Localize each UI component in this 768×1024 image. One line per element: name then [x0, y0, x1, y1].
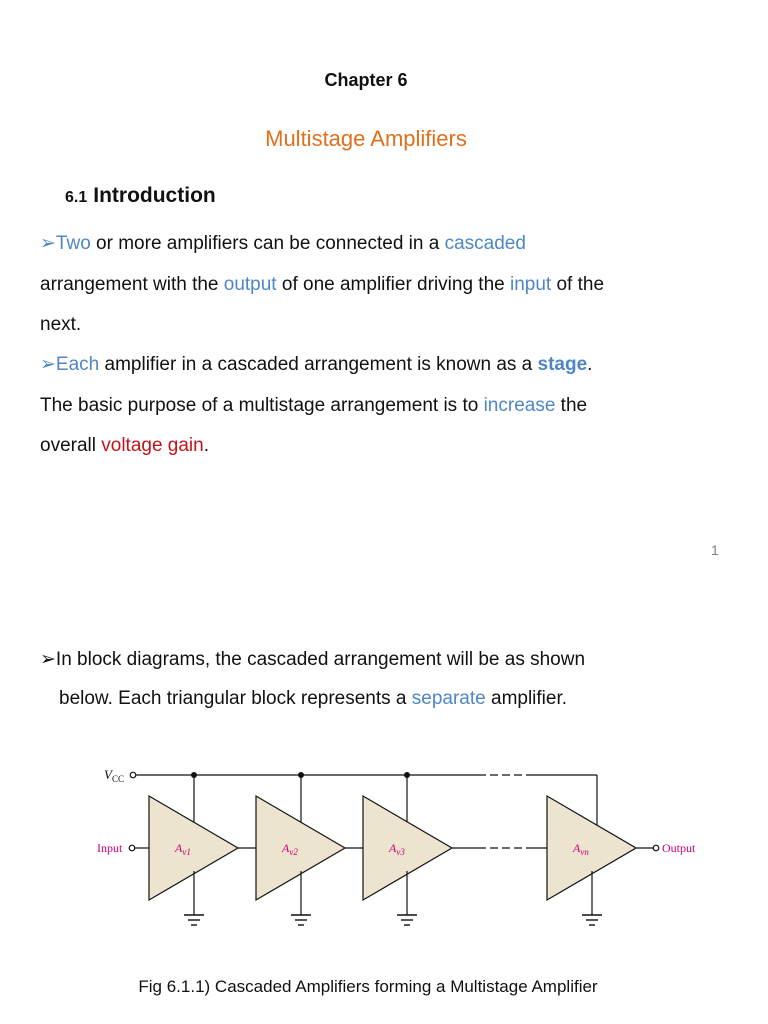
paragraph-line [40, 679, 740, 718]
text-run: . [203, 435, 209, 456]
highlight-word: input [510, 273, 552, 295]
text-run: amplifier. [485, 688, 568, 709]
chapter-heading: Chapter 6 [324, 70, 408, 90]
highlight-word: Two [55, 233, 91, 254]
cascaded-amplifier-diagram [88, 758, 718, 938]
arrow-bullet-icon: ➢ [40, 354, 56, 375]
text-run: The basic purpose of a multistage arrangement is to [40, 394, 484, 416]
highlight-word: output [223, 273, 277, 295]
ground-icon [397, 915, 417, 925]
text-run: next. [40, 314, 82, 335]
gain-label: $A_{v1}$ [175, 841, 191, 857]
paragraph-cascaded [40, 224, 740, 346]
paragraph-line [40, 345, 740, 386]
highlight-word: voltage gain [101, 435, 204, 456]
paragraph-line [40, 640, 740, 679]
paragraph-line [40, 265, 740, 306]
ground-icon [582, 915, 602, 925]
text-run: amplifier in a cascaded arrangement is known as a [99, 354, 538, 375]
ground-icon [184, 915, 204, 925]
arrow-bullet-icon: ➢ [40, 233, 56, 254]
highlight-word: Each [55, 354, 100, 375]
paragraph-stage [40, 345, 740, 467]
paragraph-line [40, 386, 740, 427]
vcc-terminal [130, 772, 136, 778]
gain-label: $A_{v2}$ [282, 841, 298, 857]
text-run: arrangement with the [40, 273, 224, 295]
paragraph-line [40, 305, 740, 346]
text-run: overall [40, 435, 102, 456]
highlight-word: stage [537, 354, 588, 375]
text-run: of one amplifier driving the [276, 273, 510, 295]
section-name: Introduction [93, 184, 216, 207]
text-run: the [555, 394, 588, 416]
text-run: of the [551, 273, 605, 295]
arrow-bullet-icon: ➢ [40, 649, 56, 670]
page-title: Multistage Amplifiers [265, 126, 467, 151]
paragraph-block-diagram [40, 640, 740, 718]
output-terminal [653, 845, 659, 851]
section-heading [65, 184, 216, 208]
output-label: Output [662, 841, 696, 855]
highlight-word: increase [483, 394, 556, 416]
gain-label: $A_{vn}$ [573, 841, 589, 857]
text-run: or more amplifiers can be connected in a [90, 233, 445, 254]
page-number: 1 [711, 542, 719, 558]
highlight-word: cascaded [444, 233, 526, 254]
vcc-label: $V_{CC}$ [104, 767, 124, 784]
paragraph-line [40, 224, 740, 265]
input-terminal [129, 845, 135, 851]
text-run: below. Each triangular block represents a [59, 688, 412, 709]
text-run: In block diagrams, the cascaded arrangement will be as shown [55, 649, 586, 670]
highlight-word: separate [411, 688, 486, 709]
input-label: Input [97, 841, 123, 855]
text-run: . [587, 354, 593, 375]
paragraph-line [40, 426, 740, 467]
ground-icon [291, 915, 311, 925]
figure-caption: Fig 6.1.1) Cascaded Amplifiers forming a Multistage Amplifier [138, 977, 598, 996]
gain-label: $A_{v3}$ [389, 841, 405, 857]
section-number: 6.1 [65, 189, 88, 206]
